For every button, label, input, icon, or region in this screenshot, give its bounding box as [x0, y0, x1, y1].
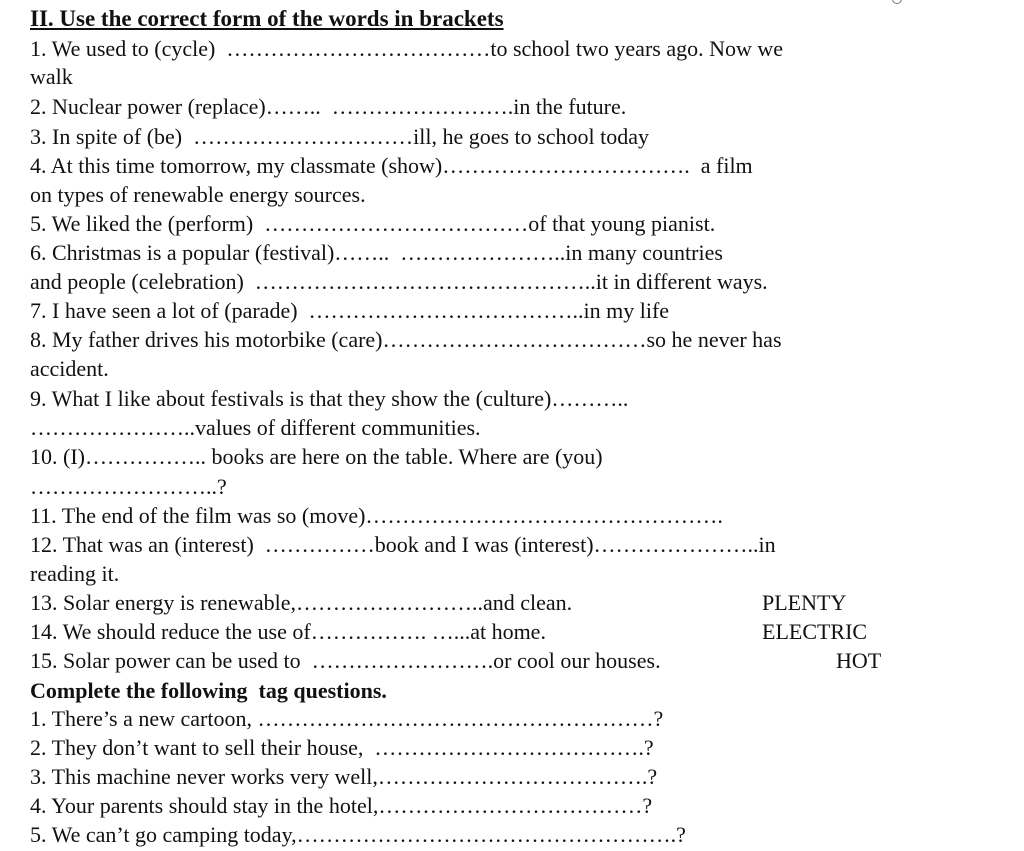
- exercise-line: 6. Christmas is a popular (festival)…….. …………………..in many countries: [30, 240, 723, 265]
- tag-question-line: 5. We can’t go camping today,…………………………………………….?: [30, 822, 686, 847]
- section-heading: II. Use the correct form of the words in brackets: [30, 6, 504, 31]
- exercise-line: 8. My father drives his motorbike (care)………………………………so he never has: [30, 327, 782, 352]
- tag-question-line: 2. They don’t want to sell their house, ……………………………….?: [30, 735, 654, 760]
- exercise-line: 3. In spite of (be) …………………………ill, he goes to school today: [30, 124, 649, 149]
- exercise-line: 7. I have seen a lot of (parade) ………………………………..in my life: [30, 298, 670, 323]
- exercise-line: on types of renewable energy sources.: [30, 182, 366, 207]
- exercise-line: 12. That was an (interest) ……………book and I was (interest)…………………..in: [30, 532, 776, 557]
- exercise-line: 15. Solar power can be used to …………………….or cool our houses.: [30, 648, 661, 673]
- word-hint: ELECTRIC: [762, 619, 868, 644]
- exercise-line: 9. What I like about festivals is that they show the (culture)………..: [30, 386, 629, 411]
- exercise-line: …………………..values of different communities.: [30, 415, 481, 440]
- tag-question-line: 4. Your parents should stay in the hotel,………………………………?: [30, 793, 653, 818]
- exercise-line: 2. Nuclear power (replace)…….. …………………….in the future.: [30, 94, 627, 119]
- subheading: Complete the following tag questions.: [30, 678, 387, 703]
- exercise-line: 11. The end of the film was so (move)………………………………………….: [30, 503, 723, 528]
- tag-question-line: 3. This machine never works very well,……………………………….?: [30, 764, 658, 789]
- exercise-line: accident.: [30, 356, 109, 381]
- exercise-line: 5. We liked the (perform) ………………………………of that young pianist.: [30, 211, 716, 236]
- exercise-line: 1. We used to (cycle) ………………………………to school two years ago. Now we: [30, 36, 784, 61]
- corner-mark-icon: [892, 0, 902, 4]
- exercise-line: 13. Solar energy is renewable,……………………..and clean.: [30, 590, 573, 615]
- exercise-line: 4. At this time tomorrow, my classmate (show)……………………………. a film: [30, 153, 753, 178]
- exercise-line: 14. We should reduce the use of……………. …...at home.: [30, 619, 546, 644]
- word-hint: PLENTY: [762, 590, 847, 615]
- exercise-line: and people (celebration) ………………………………………..it in different ways.: [30, 269, 768, 294]
- tag-question-line: 1. There’s a new cartoon, ………………………………………………?: [30, 706, 664, 731]
- exercise-line: walk: [30, 64, 73, 89]
- exercise-line: 10. (I)…………….. books are here on the table. Where are (you): [30, 444, 603, 469]
- exercise-line: reading it.: [30, 561, 120, 586]
- word-hint: HOT: [836, 648, 882, 673]
- exercise-line: ……………………..?: [30, 474, 227, 499]
